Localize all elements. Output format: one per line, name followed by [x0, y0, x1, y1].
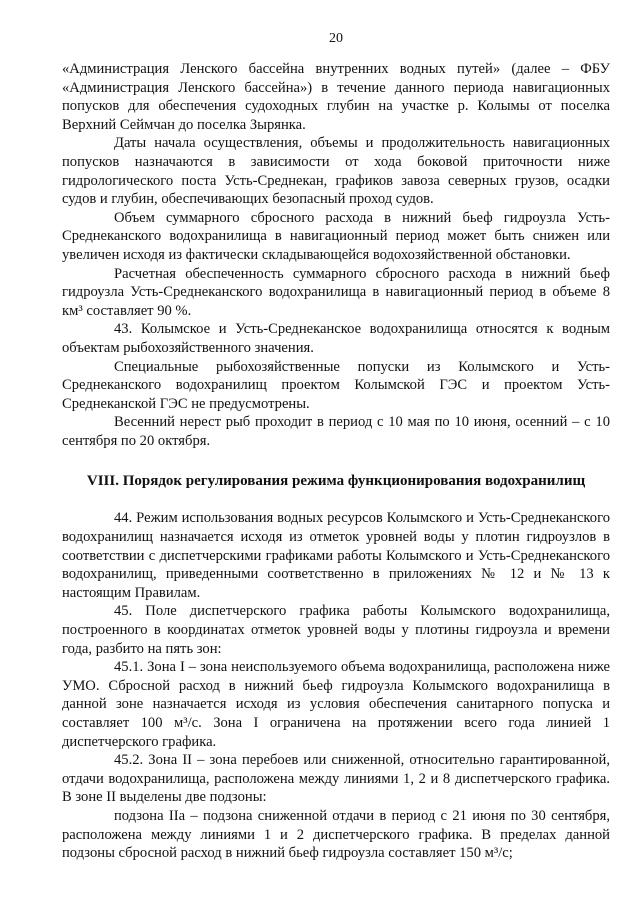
paragraph-45-zones: 45. Поле диспетчерского графика работы Колымского водохранилища, построенного в координатах отметок уровней воды у плотины гидроузла и времени года, разбито на пять зон:: [62, 603, 610, 657]
paragraph-subzone-2a: подзона IIа – подзона сниженной отдачи в период с 21 июня по 30 сентября, расположена между линиями 1 и 2 диспетчерского графика. В пределах данной подзоны сбросной расход в нижний бьеф гидроузла составляет 150 м³/с;: [62, 807, 610, 862]
paragraph-discharge-volume: Объем суммарного сбросного расхода в нижний бьеф гидроузла Усть-Среднеканского водохранилища в навигационный период может быть снижен или увеличен исходя из фактически складывающейся водохозяйственной обстановки.: [62, 209, 610, 263]
paragraph-44-regime: 44. Режим использования водных ресурсов Колымского и Усть-Среднеканского водохранилищ назначается исходя из отметок уровней воды у плотин гидроузлов в соответствии с диспетчерскими графиками работы Колымского и Усть-Среднеканского водохранилищ, приведенными соответственно в приложениях № 12 и № 13 к настоящим Правилам.: [62, 510, 610, 601]
paragraph-continuation: «Администрация Ленского бассейна внутренних водных путей» (далее – ФБУ «Администрация Ленского бассейна») в течение данного периода навигационных попусков для обеспечения судоходных глубин на участке р. Колымы от поселка Верхний Сеймчан до поселка Зырянка.: [62, 61, 610, 133]
paragraph-43-fishery: 43. Колымское и Усть-Среднеканское водохранилища относятся к водным объектам рыбохозяйственного значения.: [62, 321, 610, 356]
section-heading: VIII. Порядок регулирования режима функционирования водохранилищ: [86, 473, 586, 490]
document-page: [62, 30, 610, 863]
paragraph-discharge-probability: Расчетная обеспеченность суммарного сбросного расхода в нижний бьеф гидроузла Усть-Среднеканского водохранилища в навигационный период в объеме 8 км³ составляет 90 %.: [62, 265, 610, 319]
paragraph-spawning: Весенний нерест рыб проходит в период с 10 мая по 10 июня, осенний – с 10 сентября по 20 октября.: [62, 414, 610, 449]
paragraph-45-1-zone-one: 45.1. Зона I – зона неиспользуемого объема водохранилища, расположена ниже УМО. Сбросной расход в нижний бьеф гидроузла Колымского водохранилища в данной зоне назначается исходя из условия обеспечения санитарного попуска и составляет 100 м³/с. Зона I ограничена на протяжении всего года линией 1 диспетчерского графика.: [62, 659, 610, 750]
paragraph-45-2-zone-two: 45.2. Зона II – зона перебоев или сниженной, относительно гарантированной, отдачи водохранилища, расположена между линиями 1, 2 и 8 диспетчерского графика. В зоне II выделены две подзоны:: [62, 752, 610, 806]
paragraph-navigation-releases: Даты начала осуществления, объемы и продолжительность навигационных попусков назначаются в зависимости от хода боковой приточности ниже гидрологического поста Усть-Среднекан, графиков завоза северных грузов, осадки судов и глубин, обеспечивающих безопасный проход судов.: [62, 135, 610, 208]
page-number: 20: [329, 31, 343, 46]
paragraph-fishery-releases: Специальные рыбохозяйственные попуски из Колымского и Усть-Среднеканского водохранилищ проектом Колымской ГЭС и проектом Усть-Среднеканской ГЭС не предусмотрены.: [62, 358, 610, 412]
